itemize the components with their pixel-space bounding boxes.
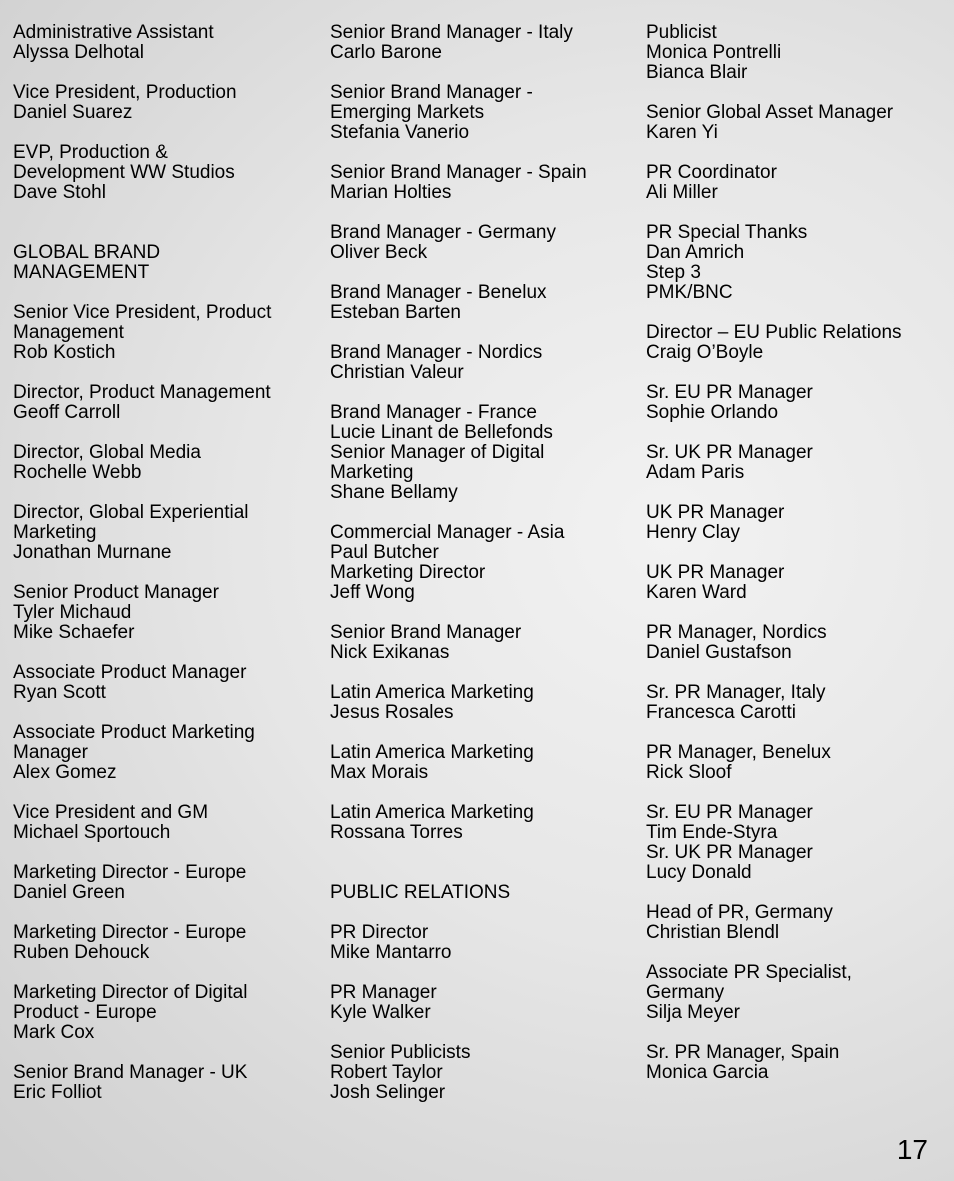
credit-line: Karen Ward: [646, 582, 747, 603]
spacer-line: [646, 483, 946, 503]
credit-line: Rossana Torres: [330, 822, 463, 843]
credit-line: Associate Product Marketing: [13, 722, 255, 743]
credit-line: Sr. EU PR Manager: [646, 802, 813, 823]
credit-line: Mike Mantarro: [330, 942, 452, 963]
credit-line: Senior Publicists: [330, 1042, 471, 1063]
credit-line: Brand Manager - Benelux: [330, 282, 547, 303]
spacer-line: [646, 143, 946, 163]
credit-line: Lucie Linant de Bellefonds: [330, 422, 553, 443]
spacer-line: [646, 723, 946, 743]
spacer-line: [646, 303, 946, 323]
credit-line: Sr. UK PR Manager: [646, 442, 813, 463]
spacer-line: [646, 943, 946, 963]
spacer-line: [13, 1043, 313, 1063]
spacer-line: [330, 203, 630, 223]
spacer-line: [330, 503, 630, 523]
credit-line: Dan Amrich: [646, 242, 745, 263]
credit-line: Director, Product Management: [13, 382, 271, 403]
credit-line: Mike Schaefer: [13, 622, 135, 643]
credit-line: Senior Vice President, Product: [13, 302, 272, 323]
credit-line: Christian Blendl: [646, 922, 780, 943]
spacer-line: [330, 843, 630, 863]
credit-line: Sr. PR Manager, Spain: [646, 1042, 840, 1063]
credit-line: Marketing Director - Europe: [13, 922, 247, 943]
credit-line: Latin America Marketing: [330, 802, 534, 823]
credit-line: Step 3: [646, 262, 701, 283]
spacer-line: [646, 203, 946, 223]
credit-line: Rochelle Webb: [13, 462, 142, 483]
credit-line: Josh Selinger: [330, 1082, 446, 1103]
spacer-line: [646, 83, 946, 103]
page-number: 17: [896, 1134, 928, 1165]
credit-line: Senior Product Manager: [13, 582, 219, 603]
credit-line: Germany: [646, 982, 725, 1003]
credit-line: Christian Valeur: [330, 362, 464, 383]
spacer-line: [13, 63, 313, 83]
credit-line: Ali Miller: [646, 182, 718, 203]
spacer-line: [13, 123, 313, 143]
spacer-line: [646, 883, 946, 903]
spacer-line: [13, 563, 313, 583]
credit-line: Francesca Carotti: [646, 702, 796, 723]
credit-line: Kyle Walker: [330, 1002, 431, 1023]
credit-line: Stefania Vanerio: [330, 122, 470, 143]
credit-line: EVP, Production &: [13, 142, 168, 163]
spacer-line: [13, 423, 313, 443]
credit-line: PR Manager, Benelux: [646, 742, 831, 763]
spacer-line: [13, 283, 313, 303]
credit-line: Craig O’Boyle: [646, 342, 764, 363]
credit-line: Marketing Director of Digital: [13, 982, 248, 1003]
credit-line: MANAGEMENT: [13, 262, 150, 283]
credit-line: Tim Ende-Styra: [646, 822, 778, 843]
credit-line: Manager: [13, 742, 88, 763]
credit-line: Geoff Carroll: [13, 402, 121, 423]
credit-line: Jeff Wong: [330, 582, 415, 603]
spacer-line: [13, 903, 313, 923]
credit-line: PR Manager, Nordics: [646, 622, 827, 643]
credit-line: Marketing Director - Europe: [13, 862, 247, 883]
credit-line: Head of PR, Germany: [646, 902, 833, 923]
credit-line: Director, Global Media: [13, 442, 201, 463]
credit-line: Alex Gomez: [13, 762, 117, 783]
credit-line: Senior Global Asset Manager: [646, 102, 894, 123]
credit-line: Sr. PR Manager, Italy: [646, 682, 826, 703]
credit-line: Senior Brand Manager - UK: [13, 1062, 248, 1083]
credit-line: Bianca Blair: [646, 62, 748, 83]
credit-line: Marketing: [13, 522, 97, 543]
credit-line: Senior Brand Manager: [330, 622, 522, 643]
credit-line: Senior Brand Manager -: [330, 82, 533, 103]
spacer-line: [13, 643, 313, 663]
credit-line: Daniel Suarez: [13, 102, 133, 123]
spacer-line: [13, 843, 313, 863]
credit-line: Director – EU Public Relations: [646, 322, 902, 343]
credit-line: Latin America Marketing: [330, 682, 534, 703]
credit-line: Brand Manager - Nordics: [330, 342, 543, 363]
spacer-line: [330, 663, 630, 683]
spacer-line: [330, 323, 630, 343]
spacer-line: [646, 423, 946, 443]
spacer-line: [330, 263, 630, 283]
credit-line: Mark Cox: [13, 1022, 95, 1043]
credit-line: PR Coordinator: [646, 162, 777, 183]
credit-line: Dave Stohl: [13, 182, 106, 203]
credit-line: Management: [13, 322, 124, 343]
credit-line: Esteban Barten: [330, 302, 461, 323]
credit-line: Robert Taylor: [330, 1062, 443, 1083]
credit-line: Oliver Beck: [330, 242, 428, 263]
spacer-line: [646, 1023, 946, 1043]
credit-line: Henry Clay: [646, 522, 740, 543]
credit-line: Development WW Studios: [13, 162, 235, 183]
spacer-line: [330, 783, 630, 803]
credit-line: Associate Product Manager: [13, 662, 247, 683]
spacer-line: [330, 963, 630, 983]
credit-line: Brand Manager - France: [330, 402, 537, 423]
credit-line: Adam Paris: [646, 462, 745, 483]
credit-line: Vice President and GM: [13, 802, 209, 823]
credit-line: Lucy Donald: [646, 862, 752, 883]
credit-line: Sr. UK PR Manager: [646, 842, 813, 863]
credit-line: Max Morais: [330, 762, 429, 783]
credit-line: Marian Holties: [330, 182, 452, 203]
credit-line: Karen Yi: [646, 122, 718, 143]
spacer-line: [330, 863, 630, 883]
credits-column-3: [646, 23, 946, 1083]
spacer-line: [13, 963, 313, 983]
credit-line: Jonathan Murnane: [13, 542, 172, 563]
credit-line: Tyler Michaud: [13, 602, 132, 623]
spacer-line: [13, 483, 313, 503]
credit-line: Daniel Gustafson: [646, 642, 792, 663]
credit-line: UK PR Manager: [646, 502, 785, 523]
spacer-line: [13, 203, 313, 223]
spacer-line: [646, 543, 946, 563]
credit-line: Sr. EU PR Manager: [646, 382, 813, 403]
credits-column-1: [13, 23, 313, 1103]
credit-line: Jesus Rosales: [330, 702, 454, 723]
spacer-line: [13, 703, 313, 723]
credit-line: Director, Global Experiential: [13, 502, 249, 523]
credit-line: Monica Pontrelli: [646, 42, 782, 63]
credit-line: Nick Exikanas: [330, 642, 450, 663]
credit-line: UK PR Manager: [646, 562, 785, 583]
spacer-line: [330, 63, 630, 83]
credit-line: Vice President, Production: [13, 82, 237, 103]
credit-line: PR Manager: [330, 982, 437, 1003]
credit-line: Rob Kostich: [13, 342, 116, 363]
credit-line: Carlo Barone: [330, 42, 442, 63]
credit-line: Paul Butcher: [330, 542, 439, 563]
spacer-line: [13, 363, 313, 383]
spacer-line: [330, 903, 630, 923]
credit-line: Publicist: [646, 22, 717, 43]
credit-line: Product - Europe: [13, 1002, 157, 1023]
credit-line: PMK/BNC: [646, 282, 733, 303]
spacer-line: [330, 1023, 630, 1043]
credit-line: Alyssa Delhotal: [13, 42, 144, 63]
credit-line: Sophie Orlando: [646, 402, 779, 423]
credit-line: Administrative Assistant: [13, 22, 214, 43]
credit-line: Silja Meyer: [646, 1002, 740, 1023]
credit-line: Shane Bellamy: [330, 482, 458, 503]
credit-line: PR Special Thanks: [646, 222, 808, 243]
credit-line: Monica Garcia: [646, 1062, 769, 1083]
credit-line: Senior Brand Manager - Italy: [330, 22, 573, 43]
spacer-line: [13, 783, 313, 803]
spacer-line: [646, 783, 946, 803]
spacer-line: [13, 223, 313, 243]
credit-line: Eric Folliot: [13, 1082, 102, 1103]
credit-line: Senior Manager of Digital: [330, 442, 545, 463]
credit-line: PR Director: [330, 922, 429, 943]
spacer-line: [330, 143, 630, 163]
spacer-line: [330, 383, 630, 403]
credit-line: Brand Manager - Germany: [330, 222, 556, 243]
credit-line: Ruben Dehouck: [13, 942, 150, 963]
credit-line: Commercial Manager - Asia: [330, 522, 565, 543]
credit-line: Ryan Scott: [13, 682, 106, 703]
credit-line: Emerging Markets: [330, 102, 485, 123]
spacer-line: [646, 603, 946, 623]
credit-line: PUBLIC RELATIONS: [330, 882, 511, 903]
credit-line: Associate PR Specialist,: [646, 962, 852, 983]
spacer-line: [330, 603, 630, 623]
credit-line: GLOBAL BRAND: [13, 242, 161, 263]
spacer-line: [646, 363, 946, 383]
credit-line: Marketing Director: [330, 562, 486, 583]
credit-line: Rick Sloof: [646, 762, 732, 783]
spacer-line: [646, 663, 946, 683]
credit-line: Daniel Green: [13, 882, 125, 903]
spacer-line: [330, 723, 630, 743]
credit-line: Latin America Marketing: [330, 742, 534, 763]
credit-line: Marketing: [330, 462, 414, 483]
credit-line: Senior Brand Manager - Spain: [330, 162, 587, 183]
credits-column-2: [330, 23, 630, 1103]
credit-line: Michael Sportouch: [13, 822, 171, 843]
